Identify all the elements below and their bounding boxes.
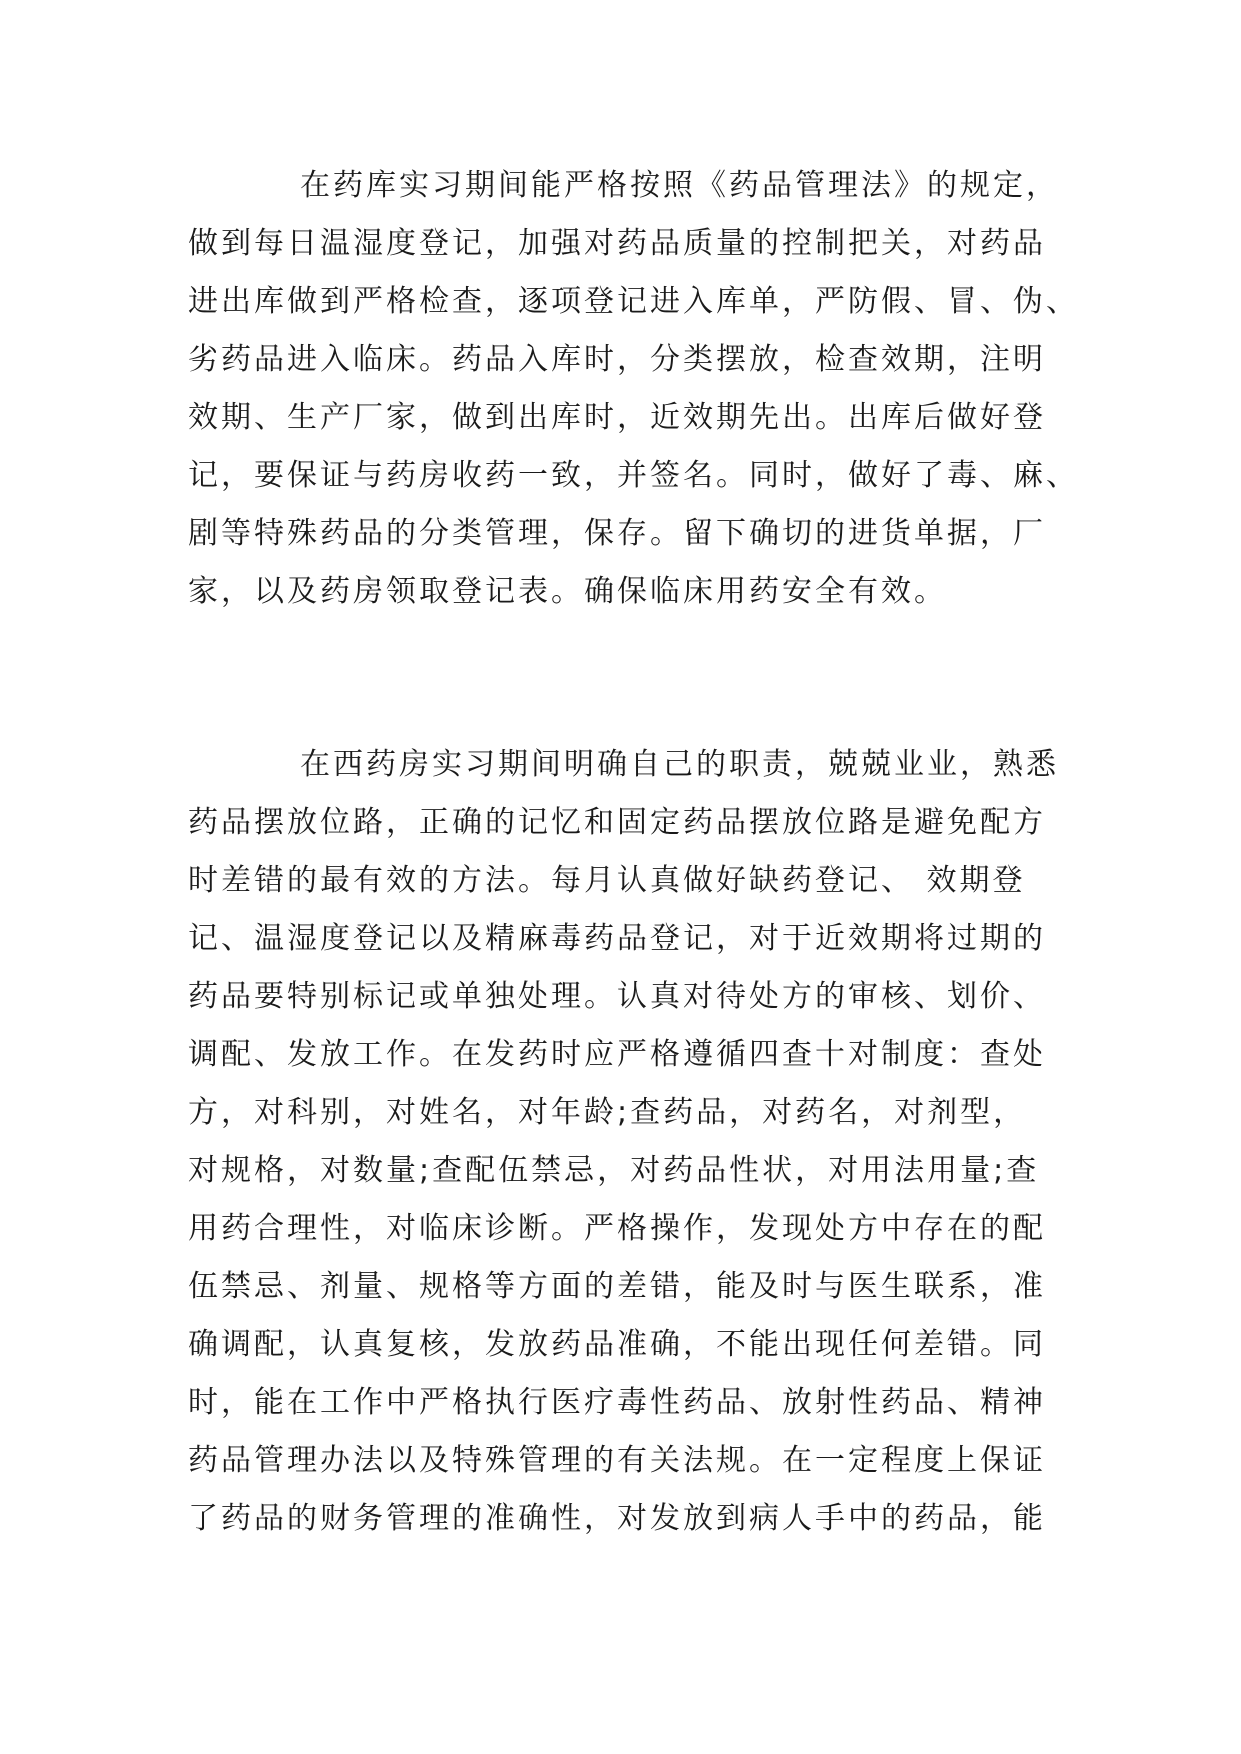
text-line: 做到每日温湿度登记，加强对药品质量的控制把关，对药品 [188, 226, 1046, 261]
text-line: 伍禁忌、剂量、规格等方面的差错，能及时与医生联系，准 [188, 1269, 1046, 1304]
text-line: 对规格，对数量;查配伍禁忌，对药品性状，对用法用量;查 [188, 1153, 1040, 1188]
text-line: 在西药房实习期间明确自己的职责，兢兢业业，熟悉 [300, 747, 1059, 782]
text-line: 药品摆放位路，正确的记忆和固定药品摆放位路是避免配方 [188, 805, 1046, 840]
paragraph-drug-warehouse [188, 157, 1079, 621]
text-line: 时差错的最有效的方法。每月认真做好缺药登记、 效期登 [188, 863, 1026, 898]
text-line: 家，以及药房领取登记表。确保临床用药安全有效。 [188, 574, 947, 609]
text-line: 剧等特殊药品的分类管理，保存。留下确切的进货单据，厂 [188, 516, 1046, 551]
text-line: 了药品的财务管理的准确性，对发放到病人手中的药品，能 [188, 1501, 1046, 1536]
text-line: 记，要保证与药房收药一致，并签名。同时，做好了毒、麻、 [188, 458, 1079, 493]
text-line: 调配、发放工作。在发药时应严格遵循四查十对制度：查处 [188, 1037, 1046, 1072]
text-line: 药品管理办法以及特殊管理的有关法规。在一定程度上保证 [188, 1443, 1046, 1478]
text-line: 进出库做到严格检查，逐项登记进入库单，严防假、冒、伪、 [188, 284, 1079, 319]
paragraph-western-pharmacy [188, 736, 1058, 1548]
text-line: 效期、生产厂家，做到出库时，近效期先出。出库后做好登 [188, 400, 1046, 435]
text-line: 药品要特别标记或单独处理。认真对待处方的审核、划价、 [188, 979, 1046, 1014]
text-line: 劣药品进入临床。药品入库时，分类摆放，检查效期，注明 [188, 342, 1046, 377]
text-line: 用药合理性，对临床诊断。严格操作，发现处方中存在的配 [188, 1211, 1046, 1246]
text-line: 确调配，认真复核，发放药品准确，不能出现任何差错。同 [188, 1327, 1046, 1362]
text-line: 记、温湿度登记以及精麻毒药品登记，对于近效期将过期的 [188, 921, 1046, 956]
text-line: 方，对科别，对姓名，对年龄;查药品，对药名，对剂型， [188, 1095, 1027, 1130]
text-line: 时，能在工作中严格执行医疗毒性药品、放射性药品、精神 [188, 1385, 1046, 1420]
text-line: 在药库实习期间能严格按照《药品管理法》的规定， [300, 168, 1059, 203]
